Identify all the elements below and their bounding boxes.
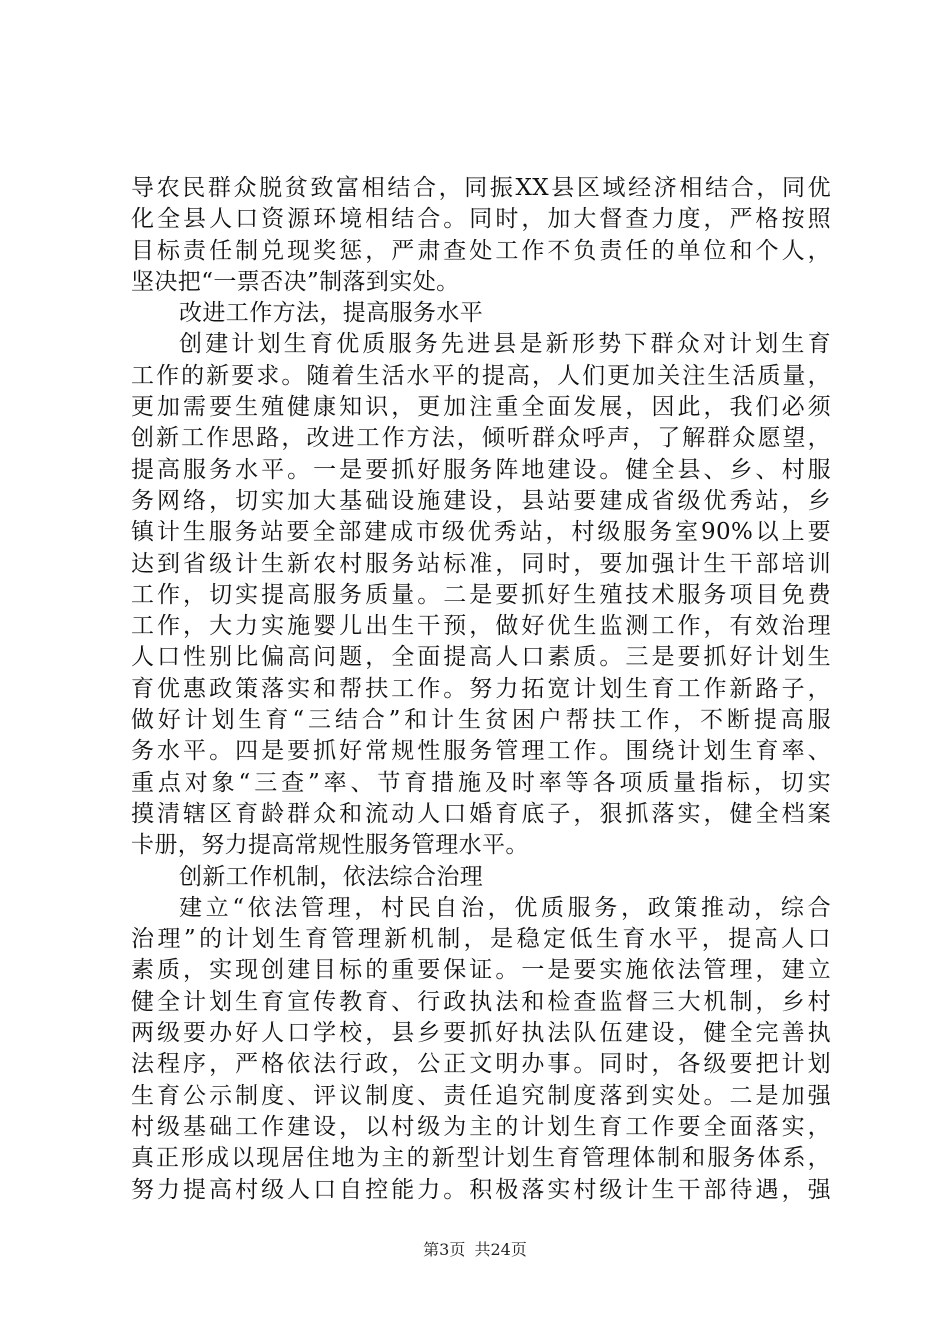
paragraph-line: 努力提高村级人口自控能力。积极落实村级计生干部待遇，强 <box>131 1176 831 1203</box>
paragraph-line: 工作，大力实施婴儿出生干预，做好优生监测工作，有效治理 <box>131 613 831 640</box>
paragraph-line: 素质，实现创建目标的重要保证。一是要实施依法管理，建立 <box>131 957 831 984</box>
paragraph-line: 建立“依法管理，村民自治，优质服务，政策推动，综合 <box>179 894 831 921</box>
paragraph-line: 摸清辖区育龄群众和流动人口婚育底子，狠抓落实，健全档案 <box>131 800 831 827</box>
page-total: 共24页 <box>474 1240 527 1259</box>
paragraph-line: 治理”的计划生育管理新机制，是稳定低生育水平，提高人口 <box>131 926 831 953</box>
section-heading: 改进工作方法，提高服务水平 <box>179 300 484 327</box>
section-heading: 创新工作机制，依法综合治理 <box>179 863 484 890</box>
paragraph-line: 导农民群众脱贫致富相结合，同振XX县区域经济相结合，同优 <box>131 175 831 201</box>
paragraph-line: 务网络，切实加大基础设施建设，县站要建成省级优秀站，乡 <box>131 487 831 514</box>
paragraph-line: 卡册，努力提高常规性服务管理水平。 <box>131 832 529 859</box>
paragraph-line: 创新工作思路，改进工作方法，倾听群众呼声，了解群众愿望， <box>131 425 831 452</box>
page-number: 第3页 <box>423 1240 466 1259</box>
paragraph-line: 坚决把“一票否决”制落到实处。 <box>131 268 460 295</box>
paragraph-line: 工作的新要求。随着生活水平的提高，人们更加关注生活质量， <box>131 362 831 389</box>
paragraph-line: 育优惠政策落实和帮扶工作。努力拓宽计划生育工作新路子， <box>131 675 831 702</box>
paragraph-line: 更加需要生殖健康知识，更加注重全面发展，因此，我们必须 <box>131 394 831 421</box>
paragraph-line: 工作，切实提高服务质量。二是要抓好生殖技术服务项目免费 <box>131 581 831 608</box>
paragraph-line: 目标责任制兑现奖惩，严肃查处工作不负责任的单位和个人， <box>131 237 831 264</box>
page-footer <box>0 1237 950 1260</box>
paragraph-line: 提高服务水平。一是要抓好服务阵地建设。健全县、乡、村服 <box>131 456 831 483</box>
paragraph-line: 法程序，严格依法行政，公正文明办事。同时，各级要把计划 <box>131 1051 831 1078</box>
paragraph-line: 达到省级计生新农村服务站标准，同时，要加强计生干部培训 <box>131 550 831 577</box>
paragraph-line: 镇计生服务站要全部建成市级优秀站，村级服务室90%以上要 <box>131 519 831 546</box>
paragraph-line: 重点对象“三查”率、节育措施及时率等各项质量指标，切实 <box>131 769 831 796</box>
paragraph-line: 化全县人口资源环境相结合。同时，加大督查力度，严格按照 <box>131 206 831 233</box>
document-body <box>131 173 831 1206</box>
paragraph-line: 真正形成以现居住地为主的新型计划生育管理体制和服务体系， <box>131 1145 831 1172</box>
paragraph-line: 健全计划生育宣传教育、行政执法和检查监督三大机制，乡村 <box>131 988 831 1015</box>
paragraph-line: 做好计划生育“三结合”和计生贫困户帮扶工作，不断提高服 <box>131 707 831 734</box>
paragraph-line: 创建计划生育优质服务先进县是新形势下群众对计划生育 <box>179 331 831 358</box>
paragraph-line: 两级要办好人口学校，县乡要抓好执法队伍建设，健全完善执 <box>131 1020 831 1047</box>
paragraph-line: 村级基础工作建设，以村级为主的计划生育工作要全面落实， <box>131 1113 831 1140</box>
paragraph-line: 生育公示制度、评议制度、责任追究制度落到实处。二是加强 <box>131 1082 831 1109</box>
paragraph-line: 人口性别比偏高问题，全面提高人口素质。三是要抓好计划生 <box>131 644 831 671</box>
paragraph-line: 务水平。四是要抓好常规性服务管理工作。围绕计划生育率、 <box>131 738 831 765</box>
